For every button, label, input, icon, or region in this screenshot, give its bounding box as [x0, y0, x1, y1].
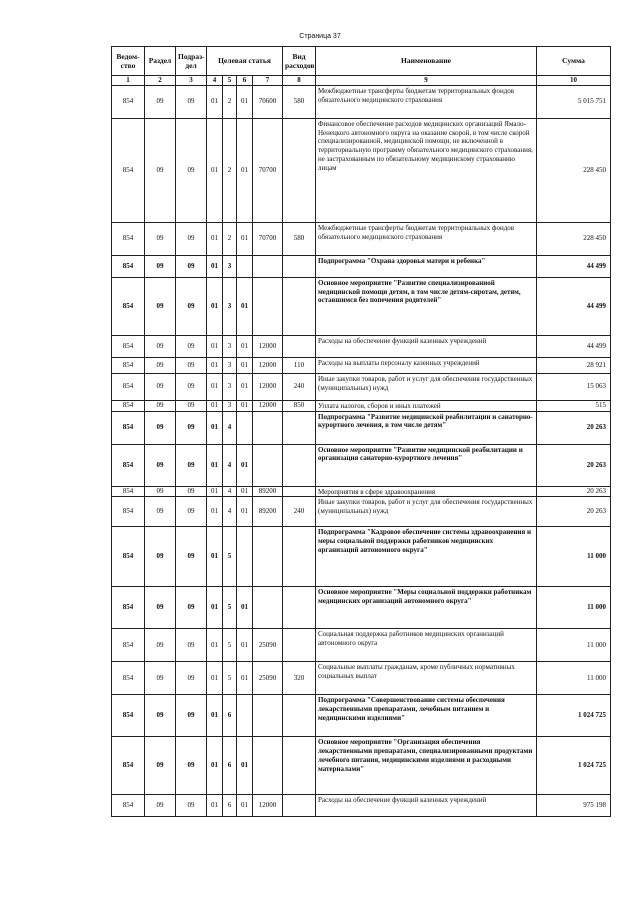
table-row [112, 444, 611, 486]
cell-podrazdel: 09 [176, 85, 207, 118]
cell-target-3: 01 [237, 85, 253, 118]
cell-target-2: 3 [223, 357, 237, 373]
cell-razdel: 09 [145, 444, 176, 486]
cell-vid [283, 695, 316, 737]
cell-target-3: 01 [237, 335, 253, 357]
cell-name: Межбюджетные трансферты бюджетам территориальных фондов обязательного медицинского страхования [316, 222, 537, 255]
cell-podrazdel: 09 [176, 411, 207, 444]
cell-target-1: 01 [207, 373, 223, 400]
cell-name: Финансовое обеспечение расходов медицинских организаций Ямало-Ненецкого автономного округа на оказание скорой, в том числе скорой специализированной, медицинской помощи, не включенной в территориальную программу обязательного медицинского страхования, не застрахованным по обязательному медицинскому страхованию лицам [316, 118, 537, 222]
cell-vedomstvo: 854 [112, 373, 145, 400]
cell-target-3 [237, 527, 253, 587]
cell-vid: 580 [283, 85, 316, 118]
cell-razdel: 09 [145, 695, 176, 737]
cell-podrazdel: 09 [176, 497, 207, 527]
cell-vedomstvo: 854 [112, 737, 145, 795]
cell-target-1: 01 [207, 400, 223, 411]
cell-vid: 110 [283, 357, 316, 373]
page-number: Страница 37 [299, 33, 341, 40]
cell-target-3: 01 [237, 497, 253, 527]
cell-target-2: 5 [223, 527, 237, 587]
cell-target-4 [253, 737, 283, 795]
cell-sum: 11 000 [537, 662, 611, 695]
cell-target-3 [237, 411, 253, 444]
table-row [112, 662, 611, 695]
cell-target-4: 12000 [253, 373, 283, 400]
cell-target-3: 01 [237, 400, 253, 411]
header-sum: Сумма [537, 47, 611, 76]
cell-vid [283, 411, 316, 444]
cell-target-1: 01 [207, 411, 223, 444]
cell-sum: 20 263 [537, 411, 611, 444]
cell-target-1: 01 [207, 444, 223, 486]
table-row [112, 357, 611, 373]
cell-target-4 [253, 255, 283, 277]
cell-target-1: 01 [207, 695, 223, 737]
cell-target-1: 01 [207, 277, 223, 335]
cell-target-2: 2 [223, 222, 237, 255]
cell-sum: 20 263 [537, 497, 611, 527]
cell-name: Основное мероприятие "Развитие специализированной медицинской помощи детям, в том числе детям-сиротам, детям, оставшимся без попечения родителей" [316, 277, 537, 335]
cell-target-4 [253, 444, 283, 486]
cell-name: Расходы на обеспечение функций казенных учреждений [316, 795, 537, 817]
cell-target-4: 70600 [253, 85, 283, 118]
cell-vedomstvo: 854 [112, 527, 145, 587]
cell-razdel: 09 [145, 85, 176, 118]
cell-name: Межбюджетные трансферты бюджетам территориальных фондов обязательного медицинского страхования [316, 85, 537, 118]
cell-razdel: 09 [145, 277, 176, 335]
table-row [112, 587, 611, 629]
cell-target-1: 01 [207, 222, 223, 255]
cell-vedomstvo: 854 [112, 629, 145, 662]
cell-vid [283, 527, 316, 587]
column-number: 3 [176, 76, 207, 86]
cell-podrazdel: 09 [176, 444, 207, 486]
cell-vid [283, 629, 316, 662]
cell-target-4: 25090 [253, 629, 283, 662]
cell-target-1: 01 [207, 629, 223, 662]
cell-razdel: 09 [145, 587, 176, 629]
header-celevaya: Целевая статья [207, 47, 283, 76]
cell-vid [283, 277, 316, 335]
cell-target-3: 01 [237, 486, 253, 497]
cell-name: Иные закупки товаров, работ и услуг для обеспечения государственных (муниципальных) нужд [316, 497, 537, 527]
cell-target-1: 01 [207, 118, 223, 222]
cell-razdel: 09 [145, 357, 176, 373]
table-row [112, 118, 611, 222]
cell-razdel: 09 [145, 795, 176, 817]
cell-target-2: 5 [223, 629, 237, 662]
cell-target-1: 01 [207, 795, 223, 817]
cell-razdel: 09 [145, 497, 176, 527]
cell-vid: 240 [283, 373, 316, 400]
cell-podrazdel: 09 [176, 373, 207, 400]
cell-target-4: 12000 [253, 357, 283, 373]
cell-target-3: 01 [237, 357, 253, 373]
table-row [112, 335, 611, 357]
column-number: 4 [207, 76, 223, 86]
cell-razdel: 09 [145, 118, 176, 222]
cell-target-2: 4 [223, 411, 237, 444]
column-number: 10 [537, 76, 611, 86]
cell-target-3: 01 [237, 795, 253, 817]
cell-name: Социальные выплаты гражданам, кроме публичных нормативных социальных выплат [316, 662, 537, 695]
header-vedomstvo: Ведом-ство [112, 47, 145, 76]
cell-target-1: 01 [207, 335, 223, 357]
cell-target-2: 4 [223, 444, 237, 486]
header-vid: Вид расходов [283, 47, 316, 76]
cell-target-4 [253, 277, 283, 335]
cell-podrazdel: 09 [176, 662, 207, 695]
column-number: 7 [253, 76, 283, 86]
cell-target-2: 3 [223, 335, 237, 357]
cell-target-2: 6 [223, 695, 237, 737]
cell-target-1: 01 [207, 255, 223, 277]
cell-name: Иные закупки товаров, работ и услуг для обеспечения государственных (муниципальных) нужд [316, 373, 537, 400]
cell-target-2: 3 [223, 400, 237, 411]
cell-sum: 20 263 [537, 486, 611, 497]
cell-target-3: 01 [237, 444, 253, 486]
cell-vedomstvo: 854 [112, 400, 145, 411]
cell-vedomstvo: 854 [112, 118, 145, 222]
cell-podrazdel: 09 [176, 587, 207, 629]
cell-target-4: 89200 [253, 486, 283, 497]
cell-target-4 [253, 411, 283, 444]
cell-vid: 240 [283, 497, 316, 527]
cell-sum: 44 499 [537, 277, 611, 335]
cell-vid [283, 795, 316, 817]
cell-razdel: 09 [145, 486, 176, 497]
cell-target-2: 6 [223, 737, 237, 795]
cell-sum: 975 198 [537, 795, 611, 817]
cell-target-4: 12000 [253, 400, 283, 411]
cell-sum: 1 024 725 [537, 737, 611, 795]
cell-vid: 320 [283, 662, 316, 695]
cell-target-2: 3 [223, 277, 237, 335]
cell-target-4: 25090 [253, 662, 283, 695]
table-row [112, 795, 611, 817]
cell-sum: 1 024 725 [537, 695, 611, 737]
cell-sum: 44 499 [537, 255, 611, 277]
cell-podrazdel: 09 [176, 118, 207, 222]
column-number: 2 [145, 76, 176, 86]
cell-razdel: 09 [145, 737, 176, 795]
cell-target-3: 01 [237, 118, 253, 222]
cell-target-3: 01 [237, 373, 253, 400]
cell-target-2: 3 [223, 255, 237, 277]
cell-sum: 11 000 [537, 527, 611, 587]
cell-target-2: 4 [223, 497, 237, 527]
cell-target-2: 6 [223, 795, 237, 817]
column-number: 9 [316, 76, 537, 86]
cell-name: Расходы на обеспечение функций казенных учреждений [316, 335, 537, 357]
cell-podrazdel: 09 [176, 737, 207, 795]
cell-target-3: 01 [237, 587, 253, 629]
cell-razdel: 09 [145, 255, 176, 277]
cell-target-3: 01 [237, 222, 253, 255]
cell-target-3 [237, 695, 253, 737]
cell-target-3 [237, 255, 253, 277]
table-row [112, 400, 611, 411]
cell-target-4: 12000 [253, 795, 283, 817]
table-row [112, 486, 611, 497]
cell-target-1: 01 [207, 486, 223, 497]
cell-target-1: 01 [207, 737, 223, 795]
cell-podrazdel: 09 [176, 695, 207, 737]
cell-target-2: 5 [223, 587, 237, 629]
cell-target-4: 70700 [253, 222, 283, 255]
cell-razdel: 09 [145, 629, 176, 662]
header-name: Наименование [316, 47, 537, 76]
cell-vid [283, 737, 316, 795]
cell-vedomstvo: 854 [112, 795, 145, 817]
cell-name: Подпрограмма "Развитие медицинской реабилитации и санаторно-курортного лечения, в том числе детям" [316, 411, 537, 444]
cell-vid [283, 444, 316, 486]
cell-vid [283, 118, 316, 222]
cell-target-1: 01 [207, 497, 223, 527]
column-number: 6 [237, 76, 253, 86]
cell-name: Основное мероприятие "Организация обеспечения лекарственными препаратами, специализированными продуктами лечебного питания, медицинскими изделиями и расходными материалами" [316, 737, 537, 795]
cell-target-2: 3 [223, 373, 237, 400]
cell-target-3: 01 [237, 662, 253, 695]
cell-podrazdel: 09 [176, 222, 207, 255]
cell-target-1: 01 [207, 85, 223, 118]
cell-sum: 228 450 [537, 222, 611, 255]
cell-podrazdel: 09 [176, 357, 207, 373]
cell-name: Подпрограмма "Совершенствование системы обеспечения лекарственными препаратами, лечебным питанием и медицинскими изделиями" [316, 695, 537, 737]
cell-target-4: 70700 [253, 118, 283, 222]
header-podrazdel: Подраз-дел [176, 47, 207, 76]
cell-name: Расходы на выплаты персоналу казенных учреждений [316, 357, 537, 373]
cell-razdel: 09 [145, 527, 176, 587]
cell-target-4 [253, 527, 283, 587]
cell-vedomstvo: 854 [112, 255, 145, 277]
table-row [112, 411, 611, 444]
cell-sum: 228 450 [537, 118, 611, 222]
cell-vedomstvo: 854 [112, 277, 145, 335]
cell-target-3: 01 [237, 629, 253, 662]
cell-sum: 11 000 [537, 587, 611, 629]
cell-sum: 5 015 751 [537, 85, 611, 118]
table-row [112, 255, 611, 277]
header-row [112, 47, 611, 76]
cell-vedomstvo: 854 [112, 222, 145, 255]
cell-sum: 28 921 [537, 357, 611, 373]
cell-name: Основное мероприятие "Развитие медицинской реабилитации и организация санаторно-курортного лечения" [316, 444, 537, 486]
cell-target-4: 89200 [253, 497, 283, 527]
cell-sum: 515 [537, 400, 611, 411]
cell-podrazdel: 09 [176, 486, 207, 497]
cell-vedomstvo: 854 [112, 444, 145, 486]
cell-vedomstvo: 854 [112, 357, 145, 373]
cell-razdel: 09 [145, 411, 176, 444]
cell-sum: 15 063 [537, 373, 611, 400]
cell-name: Основное мероприятие "Меры социальной поддержки работникам медицинских организаций автономного округа" [316, 587, 537, 629]
cell-name: Подпрограмма "Кадровое обеспечение системы здравоохранения и меры социальной поддержки работников медицинских организаций автономного округа" [316, 527, 537, 587]
cell-target-2: 5 [223, 662, 237, 695]
column-numbers-row [112, 76, 611, 86]
cell-vid: 850 [283, 400, 316, 411]
cell-podrazdel: 09 [176, 400, 207, 411]
cell-name: Мероприятия в сфере здравоохранения [316, 486, 537, 497]
cell-name: Подпрограмма "Охрана здоровья матери и ребенка" [316, 255, 537, 277]
cell-razdel: 09 [145, 400, 176, 411]
cell-target-3: 01 [237, 277, 253, 335]
cell-vid [283, 255, 316, 277]
cell-vid [283, 335, 316, 357]
cell-target-1: 01 [207, 357, 223, 373]
cell-target-2: 2 [223, 118, 237, 222]
cell-target-1: 01 [207, 587, 223, 629]
cell-vedomstvo: 854 [112, 695, 145, 737]
budget-table [111, 46, 611, 817]
table-row [112, 497, 611, 527]
cell-target-4 [253, 695, 283, 737]
cell-name: Социальная поддержка работников медицинских организаций автономного округа [316, 629, 537, 662]
cell-podrazdel: 09 [176, 277, 207, 335]
cell-razdel: 09 [145, 373, 176, 400]
column-number: 5 [223, 76, 237, 86]
cell-razdel: 09 [145, 662, 176, 695]
cell-razdel: 09 [145, 222, 176, 255]
cell-razdel: 09 [145, 335, 176, 357]
cell-vid [283, 587, 316, 629]
cell-target-2: 4 [223, 486, 237, 497]
cell-vedomstvo: 854 [112, 411, 145, 444]
cell-target-3: 01 [237, 737, 253, 795]
table-body [112, 85, 611, 817]
cell-podrazdel: 09 [176, 527, 207, 587]
cell-sum: 44 499 [537, 335, 611, 357]
table-row [112, 527, 611, 587]
cell-podrazdel: 09 [176, 795, 207, 817]
column-number: 8 [283, 76, 316, 86]
cell-target-1: 01 [207, 662, 223, 695]
cell-target-4: 12000 [253, 335, 283, 357]
cell-name: Уплата налогов, сборов и иных платежей [316, 400, 537, 411]
cell-vedomstvo: 854 [112, 335, 145, 357]
column-number: 1 [112, 76, 145, 86]
header-razdel: Раздел [145, 47, 176, 76]
cell-podrazdel: 09 [176, 255, 207, 277]
cell-target-1: 01 [207, 527, 223, 587]
cell-vedomstvo: 854 [112, 662, 145, 695]
cell-vedomstvo: 854 [112, 85, 145, 118]
cell-target-4 [253, 587, 283, 629]
cell-sum: 11 000 [537, 629, 611, 662]
cell-podrazdel: 09 [176, 629, 207, 662]
table-row [112, 373, 611, 400]
table-row [112, 222, 611, 255]
table-row [112, 629, 611, 662]
table-row [112, 737, 611, 795]
cell-vid [283, 486, 316, 497]
table-row [112, 277, 611, 335]
cell-target-2: 2 [223, 85, 237, 118]
cell-sum: 20 263 [537, 444, 611, 486]
cell-vid: 580 [283, 222, 316, 255]
table-row [112, 695, 611, 737]
cell-podrazdel: 09 [176, 335, 207, 357]
cell-vedomstvo: 854 [112, 587, 145, 629]
table-row [112, 85, 611, 118]
cell-vedomstvo: 854 [112, 497, 145, 527]
cell-vedomstvo: 854 [112, 486, 145, 497]
